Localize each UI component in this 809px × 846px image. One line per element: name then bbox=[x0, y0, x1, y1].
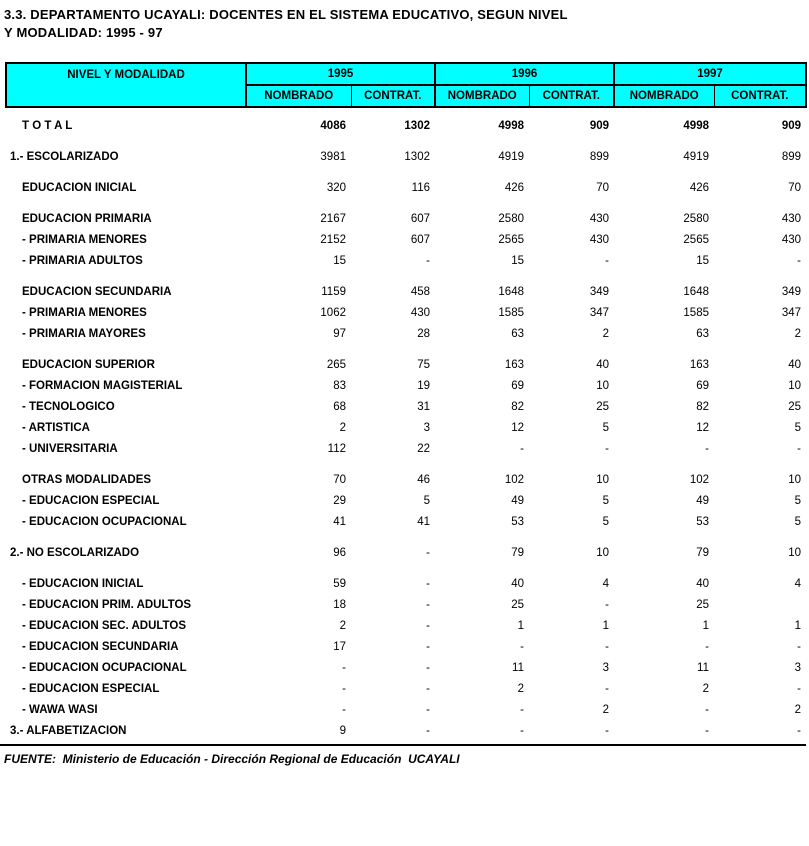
cell-value: 31 bbox=[417, 401, 430, 413]
row-label: - EDUCACION OCUPACIONAL bbox=[22, 516, 187, 528]
cell-value: 347 bbox=[781, 307, 801, 319]
cell-value: 430 bbox=[781, 213, 801, 225]
cell-value: 3 bbox=[602, 662, 609, 674]
row-label: - EDUCACION ESPECIAL bbox=[22, 683, 160, 695]
cell-value: - bbox=[426, 704, 430, 716]
cell-value: 70 bbox=[788, 182, 801, 194]
cell-value: 75 bbox=[417, 359, 430, 371]
cell-value: 69 bbox=[511, 380, 524, 392]
cell-value: 96 bbox=[333, 547, 346, 559]
page-title bbox=[4, 6, 809, 42]
table-row bbox=[6, 561, 806, 592]
table-row bbox=[6, 134, 806, 165]
cell-value: 2565 bbox=[498, 234, 524, 246]
table-row bbox=[6, 676, 806, 697]
cell-value: 607 bbox=[410, 234, 430, 246]
cell-value: 10 bbox=[596, 547, 609, 559]
cell-value: 63 bbox=[696, 328, 709, 340]
row-label: - PRIMARIA ADULTOS bbox=[22, 255, 143, 267]
cell-value: 1648 bbox=[498, 286, 524, 298]
cell-value: 41 bbox=[333, 516, 346, 528]
row-label: 1.- ESCOLARIZADO bbox=[10, 151, 119, 163]
cell-value: 25 bbox=[696, 599, 709, 611]
cell-value: 79 bbox=[696, 547, 709, 559]
cell-value: 10 bbox=[788, 380, 801, 392]
cell-value: 25 bbox=[788, 401, 801, 413]
header-nombrado-1997: NOMBRADO bbox=[614, 85, 714, 107]
cell-value: - bbox=[797, 683, 801, 695]
cell-value: 2 bbox=[339, 620, 346, 632]
cell-value: 1062 bbox=[320, 307, 346, 319]
cell-value: - bbox=[605, 599, 609, 611]
cell-value: - bbox=[426, 725, 430, 737]
cell-value: - bbox=[605, 683, 609, 695]
cell-value: 3981 bbox=[320, 151, 346, 163]
table-header bbox=[6, 63, 806, 107]
cell-value: - bbox=[705, 443, 709, 455]
cell-value: 19 bbox=[417, 380, 430, 392]
cell-value: 15 bbox=[333, 255, 346, 267]
table-row bbox=[6, 634, 806, 655]
cell-value: 11 bbox=[512, 662, 524, 674]
cell-value: 320 bbox=[326, 182, 346, 194]
table-row bbox=[6, 592, 806, 613]
cell-value: 5 bbox=[602, 422, 609, 434]
cell-value: 10 bbox=[788, 547, 801, 559]
cell-value: - bbox=[705, 725, 709, 737]
cell-value: 68 bbox=[333, 401, 346, 413]
cell-value: 2 bbox=[602, 704, 609, 716]
cell-value: - bbox=[605, 725, 609, 737]
cell-value: 70 bbox=[596, 182, 609, 194]
cell-value: 899 bbox=[781, 151, 801, 163]
cell-value: 1302 bbox=[404, 151, 430, 163]
cell-value: - bbox=[520, 641, 524, 653]
cell-value: 909 bbox=[781, 120, 801, 132]
cell-value: 102 bbox=[689, 474, 709, 486]
cell-value: 5 bbox=[602, 516, 609, 528]
cell-value: 40 bbox=[511, 578, 524, 590]
header-contrat-1996: CONTRAT. bbox=[529, 85, 614, 107]
table-row bbox=[6, 697, 806, 718]
cell-value: 69 bbox=[696, 380, 709, 392]
cell-value: 4086 bbox=[320, 120, 346, 132]
cell-value: 909 bbox=[589, 120, 609, 132]
cell-value: 3 bbox=[794, 662, 801, 674]
header-contrat-1997: CONTRAT. bbox=[714, 85, 806, 107]
cell-value: 40 bbox=[696, 578, 709, 590]
row-label: - EDUCACION PRIM. ADULTOS bbox=[22, 599, 192, 611]
cell-value: 41 bbox=[417, 516, 430, 528]
cell-value: 2 bbox=[517, 683, 524, 695]
table-row bbox=[6, 509, 806, 530]
table-row bbox=[6, 613, 806, 634]
cell-value: 4919 bbox=[683, 151, 709, 163]
cell-value: 430 bbox=[589, 234, 609, 246]
cell-value: 1302 bbox=[404, 120, 430, 132]
row-label: EDUCACION SUPERIOR bbox=[22, 359, 155, 371]
cell-value: 1 bbox=[702, 620, 709, 632]
row-label: - WAWA WASI bbox=[22, 704, 98, 716]
cell-value: 15 bbox=[511, 255, 524, 267]
cell-value: 28 bbox=[417, 328, 430, 340]
cell-value: 83 bbox=[333, 380, 346, 392]
cell-value: - bbox=[342, 683, 346, 695]
cell-value: 53 bbox=[696, 516, 709, 528]
cell-value: 5 bbox=[423, 495, 430, 507]
cell-value: 10 bbox=[596, 380, 609, 392]
table-body bbox=[6, 107, 806, 739]
cell-value: 458 bbox=[410, 286, 430, 298]
cell-value: 430 bbox=[781, 234, 801, 246]
table-row bbox=[6, 457, 806, 488]
cell-value: 9 bbox=[339, 725, 346, 737]
cell-value: 4 bbox=[794, 578, 801, 590]
cell-value: 112 bbox=[327, 443, 346, 455]
cell-value: - bbox=[426, 662, 430, 674]
header-nombrado-1995: NOMBRADO bbox=[246, 85, 351, 107]
table-row bbox=[6, 300, 806, 321]
row-label: - EDUCACION SEC. ADULTOS bbox=[22, 620, 186, 632]
table-row bbox=[6, 196, 806, 227]
cell-value: 63 bbox=[511, 328, 524, 340]
title-line-2: Y MODALIDAD: 1995 - 97 bbox=[4, 25, 163, 40]
table-row bbox=[6, 321, 806, 342]
cell-value: 116 bbox=[411, 182, 430, 194]
cell-value: 2167 bbox=[320, 213, 346, 225]
cell-value: 2580 bbox=[498, 213, 524, 225]
cell-value: 12 bbox=[696, 422, 709, 434]
cell-value: 49 bbox=[511, 495, 524, 507]
cell-value: 46 bbox=[417, 474, 430, 486]
row-label: 2.- NO ESCOLARIZADO bbox=[10, 547, 140, 559]
cell-value: 22 bbox=[417, 443, 430, 455]
cell-value: 17 bbox=[333, 641, 346, 653]
table-row bbox=[6, 530, 806, 561]
cell-value: 1585 bbox=[683, 307, 709, 319]
cell-value: 430 bbox=[410, 307, 430, 319]
row-label: OTRAS MODALIDADES bbox=[22, 474, 152, 486]
cell-value: 899 bbox=[589, 151, 609, 163]
cell-value: 4 bbox=[602, 578, 609, 590]
cell-value: 347 bbox=[589, 307, 609, 319]
row-label: - EDUCACION SECUNDARIA bbox=[22, 641, 179, 653]
cell-value: - bbox=[342, 704, 346, 716]
table-row bbox=[6, 718, 806, 739]
row-label: EDUCACION SECUNDARIA bbox=[22, 286, 172, 298]
cell-value: 163 bbox=[689, 359, 709, 371]
row-label: EDUCACION PRIMARIA bbox=[22, 213, 152, 225]
cell-value: - bbox=[705, 641, 709, 653]
cell-value: 10 bbox=[788, 474, 801, 486]
cell-value: 4998 bbox=[498, 120, 524, 132]
table-row bbox=[6, 415, 806, 436]
table-row bbox=[6, 165, 806, 196]
row-label: T O T A L bbox=[22, 120, 73, 132]
cell-value: - bbox=[426, 641, 430, 653]
cell-value: 426 bbox=[504, 182, 524, 194]
table-row bbox=[6, 394, 806, 415]
row-label: - EDUCACION OCUPACIONAL bbox=[22, 662, 187, 674]
cell-value: 2 bbox=[339, 422, 346, 434]
cell-value: 5 bbox=[602, 495, 609, 507]
table-row bbox=[6, 248, 806, 269]
cell-value: 4998 bbox=[683, 120, 709, 132]
cell-value: 2 bbox=[702, 683, 709, 695]
cell-value: 430 bbox=[589, 213, 609, 225]
cell-value: - bbox=[605, 255, 609, 267]
table-row bbox=[6, 655, 806, 676]
cell-value: - bbox=[520, 725, 524, 737]
cell-value: 97 bbox=[333, 328, 346, 340]
table-row bbox=[6, 436, 806, 457]
cell-value: 163 bbox=[504, 359, 524, 371]
cell-value: 40 bbox=[596, 359, 609, 371]
cell-value: 2152 bbox=[320, 234, 346, 246]
row-label: - PRIMARIA MENORES bbox=[22, 307, 147, 319]
cell-value: - bbox=[520, 704, 524, 716]
cell-value: 349 bbox=[781, 286, 801, 298]
row-label: - PRIMARIA MAYORES bbox=[22, 328, 146, 340]
row-label: - PRIMARIA MENORES bbox=[22, 234, 147, 246]
cell-value: 12 bbox=[511, 422, 524, 434]
cell-value: 2 bbox=[794, 328, 801, 340]
cell-value: 607 bbox=[410, 213, 430, 225]
cell-value: - bbox=[342, 662, 346, 674]
cell-value: 70 bbox=[333, 474, 346, 486]
cell-value: - bbox=[797, 443, 801, 455]
cell-value: - bbox=[426, 599, 430, 611]
cell-value: - bbox=[426, 547, 430, 559]
cell-value: 5 bbox=[794, 495, 801, 507]
cell-value: 29 bbox=[333, 495, 346, 507]
cell-value: - bbox=[605, 443, 609, 455]
cell-value: 25 bbox=[596, 401, 609, 413]
cell-value: - bbox=[520, 443, 524, 455]
cell-value: 3 bbox=[423, 422, 430, 434]
cell-value: 5 bbox=[794, 516, 801, 528]
cell-value: 79 bbox=[511, 547, 524, 559]
cell-value: 49 bbox=[696, 495, 709, 507]
cell-value: 426 bbox=[689, 182, 709, 194]
header-contrat-1995: CONTRAT. bbox=[351, 85, 435, 107]
row-label: - EDUCACION ESPECIAL bbox=[22, 495, 160, 507]
cell-value: 1159 bbox=[321, 286, 346, 298]
header-year-1997: 1997 bbox=[614, 63, 806, 85]
cell-value: 2580 bbox=[683, 213, 709, 225]
table-bottom-rule bbox=[0, 744, 806, 746]
cell-value: 2 bbox=[794, 704, 801, 716]
table-row bbox=[6, 107, 806, 134]
cell-value: 40 bbox=[788, 359, 801, 371]
cell-value: 2565 bbox=[683, 234, 709, 246]
row-label: EDUCACION INICIAL bbox=[22, 182, 137, 194]
cell-value: - bbox=[426, 683, 430, 695]
row-label: - TECNOLOGICO bbox=[22, 401, 115, 413]
cell-value: - bbox=[797, 725, 801, 737]
cell-value: - bbox=[426, 255, 430, 267]
header-nombrado-1996: NOMBRADO bbox=[435, 85, 529, 107]
cell-value: - bbox=[426, 620, 430, 632]
cell-value: 15 bbox=[696, 255, 709, 267]
cell-value: 349 bbox=[589, 286, 609, 298]
row-label: - FORMACION MAGISTERIAL bbox=[22, 380, 183, 392]
cell-value: 82 bbox=[511, 401, 524, 413]
cell-value: - bbox=[705, 704, 709, 716]
cell-value: 1648 bbox=[683, 286, 709, 298]
cell-value: 25 bbox=[511, 599, 524, 611]
cell-value: 82 bbox=[696, 401, 709, 413]
cell-value: 1585 bbox=[498, 307, 524, 319]
cell-value: - bbox=[426, 578, 430, 590]
row-label: - ARTISTICA bbox=[22, 422, 90, 434]
cell-value: - bbox=[605, 641, 609, 653]
cell-value: 11 bbox=[697, 662, 709, 674]
table-row bbox=[6, 488, 806, 509]
cell-value: 1 bbox=[602, 620, 609, 632]
cell-value: 1 bbox=[794, 620, 801, 632]
table-row bbox=[6, 373, 806, 394]
cell-value: 4919 bbox=[498, 151, 524, 163]
cell-value: 53 bbox=[511, 516, 524, 528]
table-row bbox=[6, 342, 806, 373]
cell-value: 59 bbox=[333, 578, 346, 590]
title-line-1: 3.3. DEPARTAMENTO UCAYALI: DOCENTES EN EL SISTEMA EDUCATIVO, SEGUN NIVEL bbox=[4, 7, 568, 22]
table-row bbox=[6, 269, 806, 300]
teachers-table bbox=[5, 62, 807, 739]
header-year-1995: 1995 bbox=[246, 63, 435, 85]
cell-value: 102 bbox=[504, 474, 524, 486]
cell-value: 1 bbox=[517, 620, 524, 632]
cell-value: 2 bbox=[602, 328, 609, 340]
cell-value: 18 bbox=[333, 599, 346, 611]
table-row bbox=[6, 227, 806, 248]
header-year-1996: 1996 bbox=[435, 63, 614, 85]
cell-value: - bbox=[797, 255, 801, 267]
header-nivel-y-modalidad: NIVEL Y MODALIDAD bbox=[6, 63, 246, 107]
row-label: - UNIVERSITARIA bbox=[22, 443, 118, 455]
source-note: FUENTE: Ministerio de Educación - Dirección Regional de Educación UCAYALI bbox=[4, 752, 460, 766]
row-label: 3.- ALFABETIZACION bbox=[10, 725, 127, 737]
cell-value bbox=[714, 592, 806, 613]
cell-value: 10 bbox=[596, 474, 609, 486]
cell-value: 265 bbox=[326, 359, 346, 371]
cell-value: - bbox=[797, 641, 801, 653]
cell-value: 5 bbox=[794, 422, 801, 434]
row-label: - EDUCACION INICIAL bbox=[22, 578, 144, 590]
